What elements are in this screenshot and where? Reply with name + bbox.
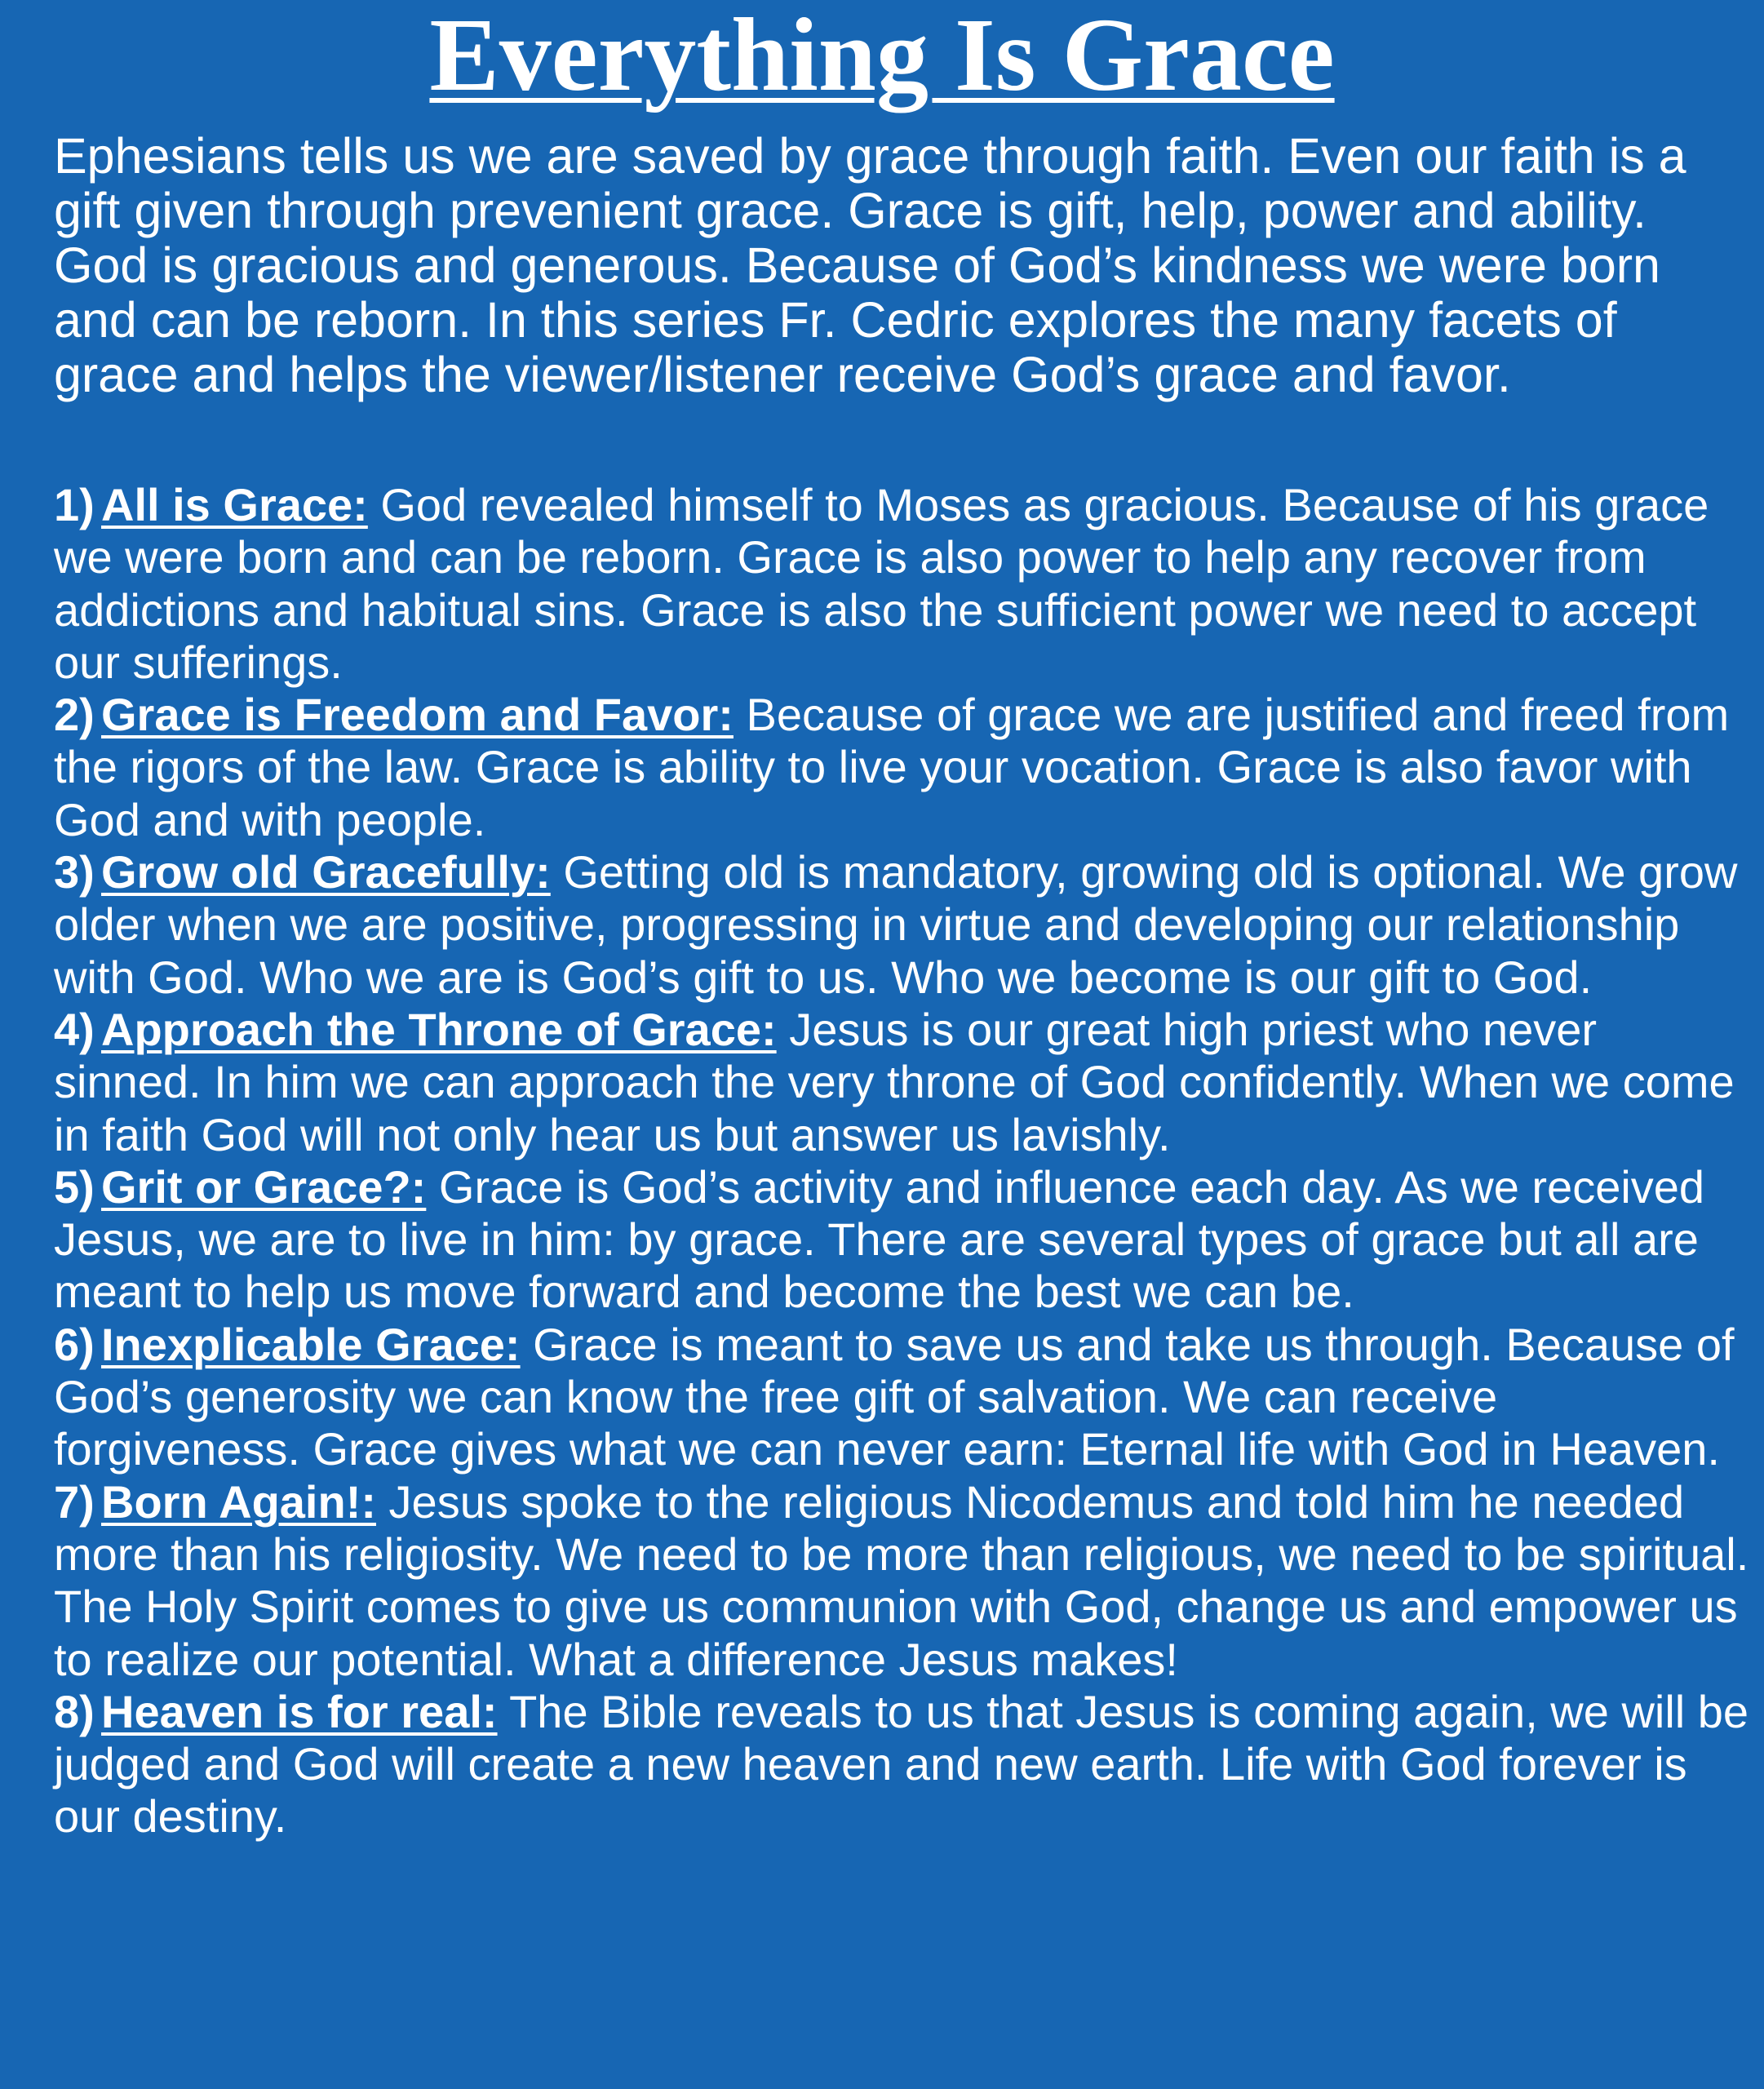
episode-description-8: The Bible reveals to us that Jesus is coming again, we will be judged and God will create a new heaven and new earth. Life with God forever is our destiny.: [54, 1685, 1749, 1843]
episode-heading-8: [54, 1686, 498, 1737]
episode-description-4: Jesus is our great high priest who never sinned. In him we can approach the very throne of God confidently. When we come in faith God will not only hear us but answer us lavishly.: [54, 1003, 1735, 1160]
episode-item-5: [54, 1161, 1751, 1319]
episode-description-5: Grace is God’s activity and influence each day. As we received Jesus, we are to live in him: by grace. There are several types of grace but all are meant to help us move forward and become the best we can be.: [54, 1160, 1705, 1318]
intro-paragraph: Ephesians tells us we are saved by grace through faith. Even our faith is a gift given through prevenient grace. Grace is gift, help, power and ability. God is gracious and generous. Because of God’s kindness we were born and can be reborn. In this series Fr. Cedric explores the many facets of grace and helps the viewer/listener receive God’s grace and favor.: [54, 128, 1686, 402]
episode-item-8: [54, 1686, 1751, 1843]
episode-heading-5: [54, 1161, 426, 1213]
episode-description-6: Grace is meant to save us and take us through. Because of God’s generosity we can know the free gift of salvation. We can receive forgiveness. Grace gives what we can never earn: Eternal life with God in Heaven.: [54, 1318, 1735, 1475]
episode-description-1: God revealed himself to Moses as gracious. Because of his grace we were born and can be reborn. Grace is also power to help any recover from addictions and habitual sins. Grace is also the sufficient power we need to accept our sufferings.: [54, 479, 1709, 688]
episode-title-6: Inexplicable Grace:: [101, 1318, 521, 1370]
episode-number-6: 6): [54, 1318, 95, 1370]
episode-description-2: Because of grace we are justified and freed from the rigors of the law. Grace is ability to live your vocation. Grace is also favor with God and with people.: [54, 689, 1730, 845]
episode-heading-7: [54, 1476, 376, 1528]
episode-title-3: Grow old Gracefully:: [101, 846, 551, 898]
episode-heading-3: [54, 846, 551, 898]
episode-item-1: [54, 479, 1751, 689]
episode-title-1: All is Grace:: [101, 479, 368, 530]
episode-title-4: Approach the Throne of Grace:: [101, 1003, 777, 1055]
episode-item-7: [54, 1476, 1751, 1686]
episode-item-4: [54, 1004, 1751, 1161]
episode-heading-2: [54, 689, 734, 740]
episode-heading-4: [54, 1004, 777, 1055]
episode-title-7: Born Again!:: [101, 1475, 376, 1528]
episode-number-4: 4): [54, 1003, 95, 1055]
episode-title-5: Grit or Grace?:: [101, 1160, 427, 1213]
episode-number-5: 5): [54, 1160, 95, 1213]
page-title: [0, 0, 1764, 113]
episode-description-3: Getting old is mandatory, growing old is optional. We grow older when we are positive, progressing in virtue and developing our relationship with God. Who we are is God’s gift to us. Who we become is our gift to God.: [54, 846, 1738, 1003]
episode-description-7: Jesus spoke to the religious Nicodemus and told him he needed more than his religiosity. We need to be more than religious, we need to be spiritual. The Holy Spirit comes to give us communion with God, change us and empower us to realize our potential. What a difference Jesus makes!: [54, 1475, 1749, 1685]
episode-title-2: Grace is Freedom and Favor:: [101, 689, 734, 741]
episode-number-3: 3): [54, 846, 95, 898]
episode-list: [54, 479, 1751, 1843]
episode-item-3: [54, 846, 1751, 1004]
episode-item-2: [54, 689, 1751, 846]
episode-number-8: 8): [54, 1685, 95, 1737]
episode-heading-6: [54, 1319, 521, 1370]
episode-number-2: 2): [54, 689, 95, 741]
page-title-text: Everything Is Grace: [429, 0, 1335, 113]
episode-number-7: 7): [54, 1475, 95, 1528]
episode-title-8: Heaven is for real:: [101, 1685, 498, 1737]
episode-heading-1: [54, 479, 368, 530]
episode-number-1: 1): [54, 479, 95, 530]
episode-item-6: [54, 1319, 1751, 1476]
